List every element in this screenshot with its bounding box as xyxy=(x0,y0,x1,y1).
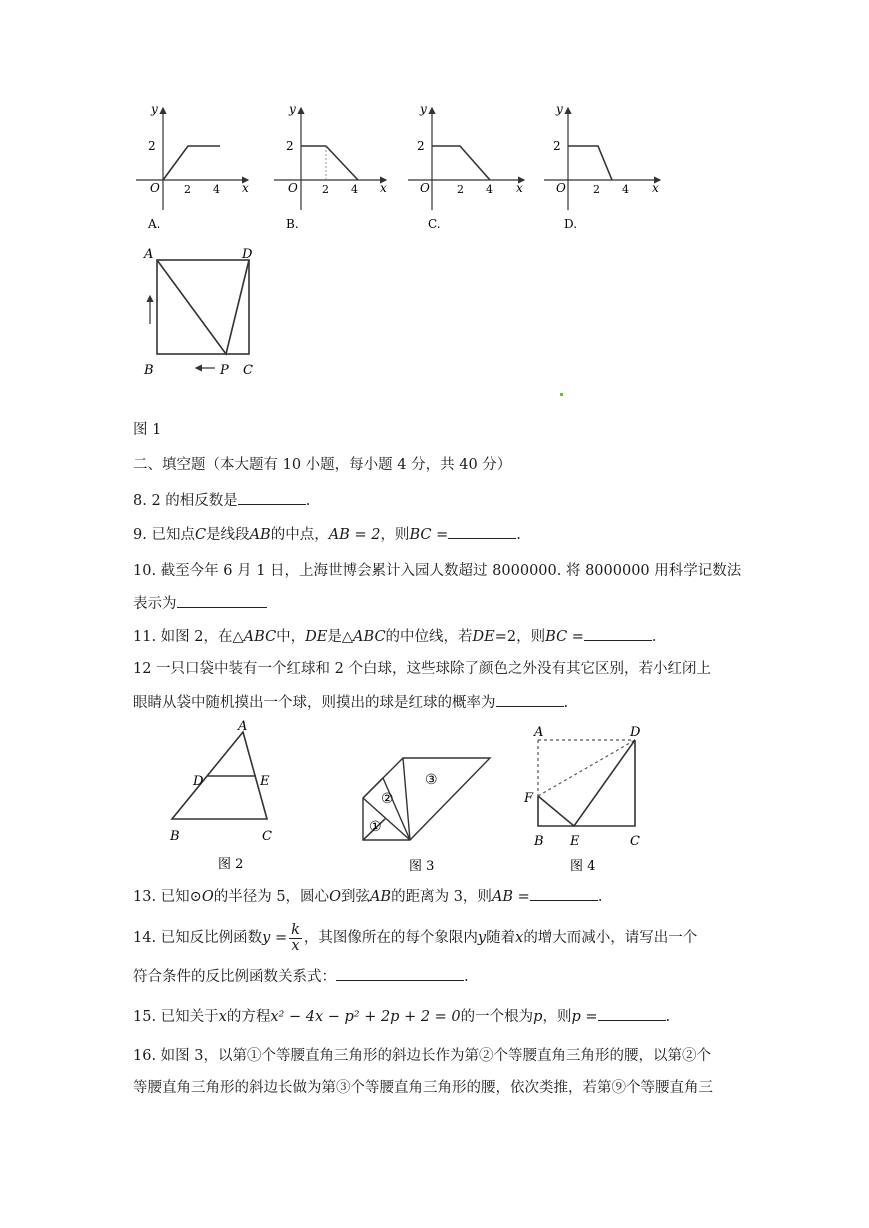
fig3-label-1: ① xyxy=(369,819,382,835)
graph-d-tick-x4: 4 xyxy=(622,183,629,196)
q13-number: 13. xyxy=(133,889,157,905)
fig1-label-a: A xyxy=(144,247,154,262)
question-16-line-2: 等腰直角三角形的斜边长做为第③个等腰直角三角形的腰，依次类推，若第⑨个等腰直角三 xyxy=(133,1080,713,1096)
q15-x: x xyxy=(218,1009,227,1025)
section-heading: 二、填空题（本大题有 10 小题，每小题 4 分，共 40 分） xyxy=(133,457,512,473)
q13-ab-2: AB = xyxy=(491,889,530,905)
figure-3-isosceles-chain xyxy=(355,740,505,880)
graph-a-y-label: y xyxy=(151,102,158,116)
q13-end: . xyxy=(597,889,603,905)
q14-y: y xyxy=(477,930,487,946)
graph-c-x-label: x xyxy=(516,181,523,195)
q13-text-4: 的距离为 3，则 xyxy=(391,889,492,905)
q10-answer-blank[interactable] xyxy=(177,593,267,608)
q15-end: . xyxy=(665,1009,671,1025)
graph-c-label: C. xyxy=(428,217,441,231)
q14-end: . xyxy=(464,969,469,985)
q13-o-2: O xyxy=(329,889,341,905)
q15-number: 15. xyxy=(133,1009,157,1025)
green-dot xyxy=(560,393,563,396)
fig1-label-p: P xyxy=(220,363,229,378)
q14-text-3: 随着 xyxy=(486,930,516,946)
q9-end: . xyxy=(516,527,521,543)
fig2-label-c: C xyxy=(262,829,272,844)
q13-text-2: 的半径为 5，圆心 xyxy=(213,889,330,905)
q11-de: DE xyxy=(305,629,328,645)
figure-2-triangle xyxy=(160,718,290,878)
q8-number: 8. xyxy=(133,493,147,509)
q12-text-2: 眼睛从袋中随机摸出一个球，则摸出的球是红球的概率为 xyxy=(133,695,496,711)
q9-bc: BC = xyxy=(409,527,449,543)
graph-c-y-label: y xyxy=(420,102,427,116)
fig1-label-b: B xyxy=(144,363,154,378)
q13-ab: AB xyxy=(369,889,392,905)
fig4-label-b: B xyxy=(534,834,544,849)
graph-b-y-label: y xyxy=(289,102,296,116)
fig4-label-c: C xyxy=(630,834,640,849)
fig4-label-d: D xyxy=(630,725,641,740)
q8-text: 2 的相反数是 xyxy=(151,493,238,509)
graph-d-tick-y: 2 xyxy=(553,139,561,153)
q13-o: O xyxy=(201,889,214,905)
q9-equation: AB = 2 xyxy=(328,527,381,543)
q9-point-c: C xyxy=(194,527,207,543)
graph-b-label: B. xyxy=(286,217,299,231)
q14-text-5: 符合条件的反比例函数关系式： xyxy=(133,969,336,985)
graph-d-x-label: x xyxy=(652,181,659,195)
question-14-line-2 xyxy=(133,966,469,987)
graph-b-tick-x4: 4 xyxy=(351,183,358,196)
q9-answer-blank[interactable] xyxy=(448,524,516,539)
q13-text-1: 已知⊙ xyxy=(160,889,202,905)
graph-d-y-label: y xyxy=(556,102,563,116)
graph-a-x-label: x xyxy=(242,181,249,195)
q10-number: 10. xyxy=(133,563,157,579)
q11-text-2: 中， xyxy=(276,629,306,645)
fig1-caption: 图 1 xyxy=(133,422,162,438)
q10-text-1: 截至今年 6 月 1 日，上海世博会累计入园人数超过 8000000. 将 8000000 用科学记数法 xyxy=(160,563,742,579)
q11-text-3: 是 xyxy=(327,629,342,645)
fig3-label-3: ③ xyxy=(425,772,438,788)
figure-1-square xyxy=(130,242,265,382)
q14-x: x xyxy=(515,930,524,946)
q11-text-1: 如图 2，在 xyxy=(160,629,233,645)
fig2-label-b: B xyxy=(170,829,180,844)
question-10-line-1 xyxy=(133,561,741,581)
q12-answer-blank[interactable] xyxy=(496,692,564,707)
q15-p-equals: p = xyxy=(571,1009,598,1025)
fig4-label-f: F xyxy=(524,791,534,806)
q13-answer-blank[interactable] xyxy=(530,886,598,901)
q9-segment-ab: AB xyxy=(249,527,271,543)
graph-b-tick-y: 2 xyxy=(286,139,294,153)
q11-text-5: =2，则 xyxy=(494,629,546,645)
fig3-caption: 图 3 xyxy=(409,859,435,874)
q9-text-4: ，则 xyxy=(380,527,410,543)
graph-c-tick-x4: 4 xyxy=(486,183,493,196)
fig2-label-e: E xyxy=(260,774,270,789)
graph-c-tick-y: 2 xyxy=(417,139,425,153)
q13-text-3: 到弦 xyxy=(340,889,370,905)
fig1-label-d: D xyxy=(242,247,253,262)
q14-fraction xyxy=(289,923,302,954)
q9-text-1: 已知点 xyxy=(151,527,195,543)
q12-end: . xyxy=(563,695,569,711)
question-12-line-1: 12 一只口袋中装有一个红球和 2 个白球，这些球除了颜色之外没有其它区别，若小红闭上 xyxy=(133,661,711,677)
q14-numerator-k: k xyxy=(291,921,300,938)
q15-text-2: 的方程 xyxy=(226,1009,271,1025)
fig1-label-c: C xyxy=(243,363,253,378)
q11-bc: BC = xyxy=(545,629,584,645)
graph-options xyxy=(130,100,675,240)
graph-a-label: A. xyxy=(148,217,161,231)
q16-text-1: 如图 3，以第①个等腰直角三角形的斜边长作为第②个等腰直角三角形的腰，以第②个 xyxy=(160,1048,712,1064)
question-14-line-1 xyxy=(133,920,697,956)
q9-number: 9. xyxy=(133,527,147,543)
fig4-label-e: E xyxy=(570,834,580,849)
graph-a-tick-y: 2 xyxy=(148,139,156,153)
graph-b-x-label: x xyxy=(380,181,387,195)
q11-text-4: 的中位线，若 xyxy=(385,629,473,645)
graph-option-b xyxy=(274,102,387,231)
q15-equation: x² − 4x − p² + 2p + 2 = 0 xyxy=(270,1009,461,1025)
figure-4-rectangle xyxy=(520,722,655,880)
fig4-label-a: A xyxy=(534,725,544,740)
graph-b-origin: O xyxy=(288,181,298,195)
graph-d-origin: O xyxy=(556,181,566,195)
q11-number: 11. xyxy=(133,629,157,645)
q11-de-2: DE xyxy=(472,629,495,645)
q15-text-1: 已知关于 xyxy=(160,1009,219,1025)
q9-text-3: 的中点， xyxy=(270,527,329,543)
q8-end: . xyxy=(305,493,311,509)
graph-d-label: D. xyxy=(564,217,578,231)
graph-option-d xyxy=(544,102,660,231)
q15-text-3: 的一个根为 xyxy=(460,1009,534,1025)
q9-text-2: 是线段 xyxy=(206,527,250,543)
graph-d-tick-x2: 2 xyxy=(593,183,600,196)
q14-answer-blank[interactable] xyxy=(336,966,464,981)
fig3-label-2: ② xyxy=(381,791,394,807)
q10-text-2: 表示为 xyxy=(133,596,177,612)
fig4-caption: 图 4 xyxy=(570,859,596,874)
graph-option-c xyxy=(408,102,524,231)
fig2-label-d: D xyxy=(193,774,204,789)
q14-text-2: ，其图像所在的每个象限内 xyxy=(303,930,478,946)
question-8 xyxy=(133,490,310,511)
question-15 xyxy=(133,1006,670,1027)
question-16-line-1 xyxy=(133,1046,711,1066)
fig2-label-a: A xyxy=(238,719,248,734)
q11-answer-blank[interactable] xyxy=(584,626,652,641)
q14-y-equals: y = xyxy=(262,930,288,946)
question-11 xyxy=(133,626,657,647)
question-13 xyxy=(133,886,602,907)
q14-denominator-x: x xyxy=(291,937,300,954)
graph-a-origin: O xyxy=(150,181,160,195)
q11-end: . xyxy=(651,629,657,645)
graph-c-origin: O xyxy=(420,181,430,195)
q16-number: 16. xyxy=(133,1048,157,1064)
q15-text-4: ，则 xyxy=(542,1009,572,1025)
graph-option-a xyxy=(136,102,249,231)
q8-answer-blank[interactable] xyxy=(238,490,306,505)
question-9 xyxy=(133,524,521,545)
q11-triangle-2: △ABC xyxy=(341,629,386,645)
q15-p: p xyxy=(533,1009,543,1025)
q14-text-1: 已知反比例函数 xyxy=(160,930,263,946)
graph-b-tick-x2: 2 xyxy=(322,183,329,196)
q14-text-4: 的增大而减小，请写出一个 xyxy=(523,930,698,946)
question-10-line-2 xyxy=(133,593,267,614)
fig2-caption: 图 2 xyxy=(218,857,244,872)
q15-answer-blank[interactable] xyxy=(598,1006,666,1021)
graph-c-tick-x2: 2 xyxy=(457,183,464,196)
q14-number: 14. xyxy=(133,930,157,946)
q11-triangle-1: △ABC xyxy=(232,629,277,645)
graph-a-tick-x2: 2 xyxy=(184,183,191,196)
question-12-line-2 xyxy=(133,692,568,713)
graph-a-tick-x4: 4 xyxy=(213,183,220,196)
